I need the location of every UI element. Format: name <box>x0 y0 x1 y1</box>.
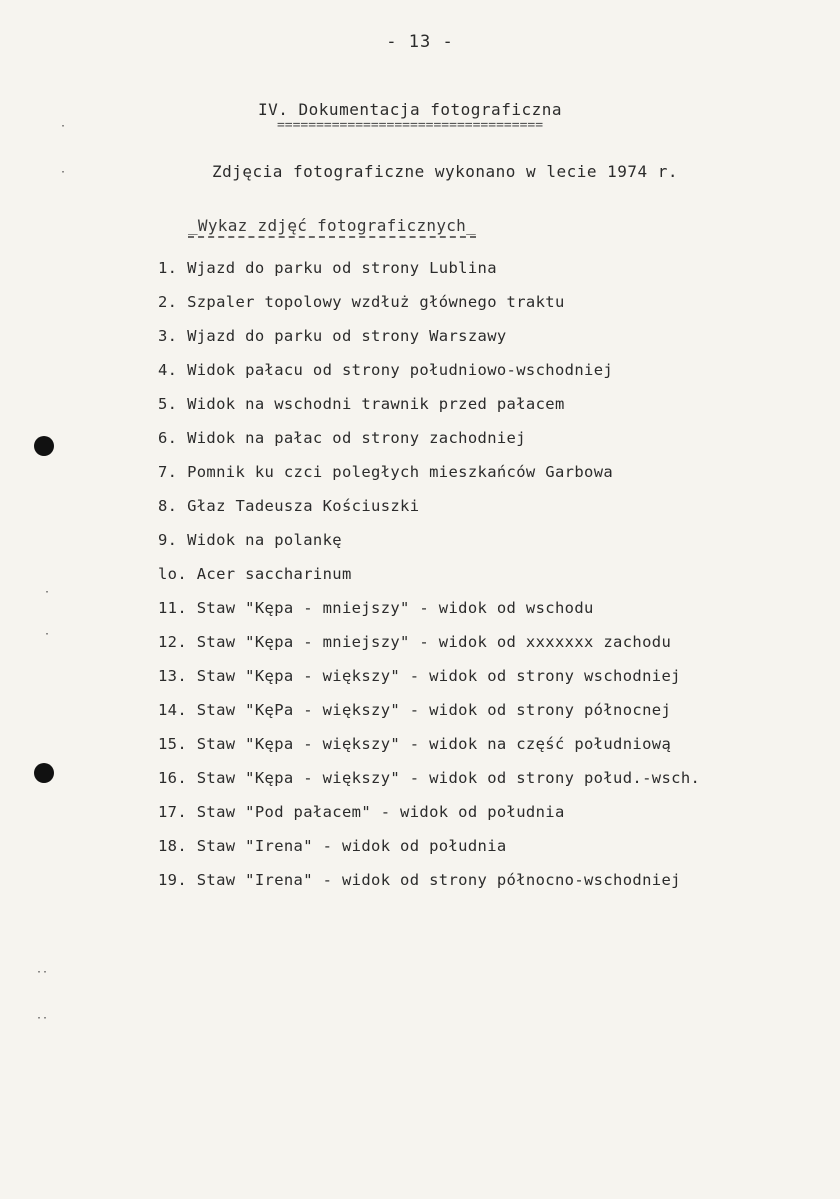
photo-list-item <box>158 700 700 734</box>
photo-item-text: Szpaler topolowy wzdłuż głównego traktu <box>187 293 565 311</box>
photo-list-item <box>158 598 700 632</box>
heading-double-rule: ================================== <box>276 118 544 133</box>
photo-list-item <box>158 428 700 462</box>
photo-item-number: 8. <box>158 497 178 515</box>
photo-item-text: Wjazd do parku od strony Warszawy <box>187 327 507 345</box>
photo-list-item <box>158 326 700 360</box>
photo-item-number: 18. <box>158 837 188 855</box>
photo-item-number: 7. <box>158 463 178 481</box>
margin-speck: · <box>60 167 67 178</box>
photo-item-text: Staw "KęPa - większy" - widok od strony północnej <box>196 701 672 719</box>
photo-item-text: Staw "Pod pałacem" - widok od południa <box>196 803 565 821</box>
photo-list-item <box>158 530 700 564</box>
photo-list-item <box>158 564 700 598</box>
photo-list-item <box>158 360 700 394</box>
photo-item-text: Acer saccharinum <box>196 565 352 583</box>
margin-speck: · <box>44 587 51 598</box>
photo-item-text: Widok na pałac od strony zachodniej <box>187 429 526 447</box>
photo-list-item <box>158 870 700 904</box>
photo-item-number: lo. <box>158 565 188 583</box>
photo-item-text: Widok na polankę <box>187 531 342 549</box>
photo-list-item <box>158 734 700 768</box>
margin-speck: ·· <box>36 1013 49 1024</box>
photo-list-item <box>158 632 700 666</box>
section-heading: IV. Dokumentacja fotograficzna <box>258 100 562 119</box>
photo-list-item <box>158 496 700 530</box>
photo-list-item <box>158 802 700 836</box>
photo-list-item <box>158 666 700 700</box>
photo-item-text: Staw "Irena" - widok od strony północno-wschodniej <box>196 871 681 889</box>
photo-item-number: 5. <box>158 395 178 413</box>
photo-item-text: Pomnik ku czci poległych mieszkańców Garbowa <box>187 463 614 481</box>
photo-item-number: 2. <box>158 293 178 311</box>
photo-list-item <box>158 394 700 428</box>
page-number: - 13 - <box>386 32 454 52</box>
photo-list <box>158 258 700 904</box>
photo-item-number: 13. <box>158 667 188 685</box>
photo-item-number: 4. <box>158 361 178 379</box>
photo-item-text: Staw "Kępa - większy" - widok od strony połud.-wsch. <box>196 769 701 787</box>
photo-item-number: 15. <box>158 735 188 753</box>
photo-list-item <box>158 258 700 292</box>
photo-item-text: Wjazd do parku od strony Lublina <box>187 259 497 277</box>
photo-item-number: 3. <box>158 327 178 345</box>
photo-list-item <box>158 836 700 870</box>
binder-hole-upper <box>34 436 54 456</box>
photo-item-number: 1. <box>158 259 178 277</box>
intro-sentence: Zdjęcia fotograficzne wykonano w lecie 1974 r. <box>211 162 679 181</box>
photo-item-text: Staw "Kępa - większy" - widok od strony wschodniej <box>196 667 681 685</box>
photo-item-text: Staw "Kępa - mniejszy" - widok od wschodu <box>196 599 594 617</box>
photo-item-text: Widok na wschodni trawnik przed pałacem <box>187 395 565 413</box>
photo-item-number: 16. <box>158 769 188 787</box>
photo-list-item <box>158 292 700 326</box>
photo-item-text: Staw "Kępa - mniejszy" - widok od xxxxxxx zachodu <box>196 633 672 651</box>
photo-item-text: Widok pałacu od strony południowo-wschodniej <box>187 361 614 379</box>
photo-item-number: 12. <box>158 633 188 651</box>
margin-speck: · <box>44 629 51 640</box>
photo-item-number: 9. <box>158 531 178 549</box>
photo-item-text: Staw "Kępa - większy" - widok na część południową <box>196 735 672 753</box>
photo-item-number: 14. <box>158 701 188 719</box>
list-title: _Wykaz zdjęć fotograficznych_ <box>188 216 477 235</box>
photo-item-text: Staw "Irena" - widok od południa <box>196 837 507 855</box>
binder-hole-lower <box>34 763 54 783</box>
photo-item-text: Głaz Tadeusza Kościuszki <box>187 497 420 515</box>
photo-item-number: 11. <box>158 599 188 617</box>
photo-list-item <box>158 768 700 802</box>
photo-item-number: 19. <box>158 871 188 889</box>
margin-speck: · <box>60 121 67 132</box>
photo-item-number: 17. <box>158 803 188 821</box>
photo-item-number: 6. <box>158 429 178 447</box>
photo-list-item <box>158 462 700 496</box>
margin-speck: ·· <box>36 967 49 978</box>
